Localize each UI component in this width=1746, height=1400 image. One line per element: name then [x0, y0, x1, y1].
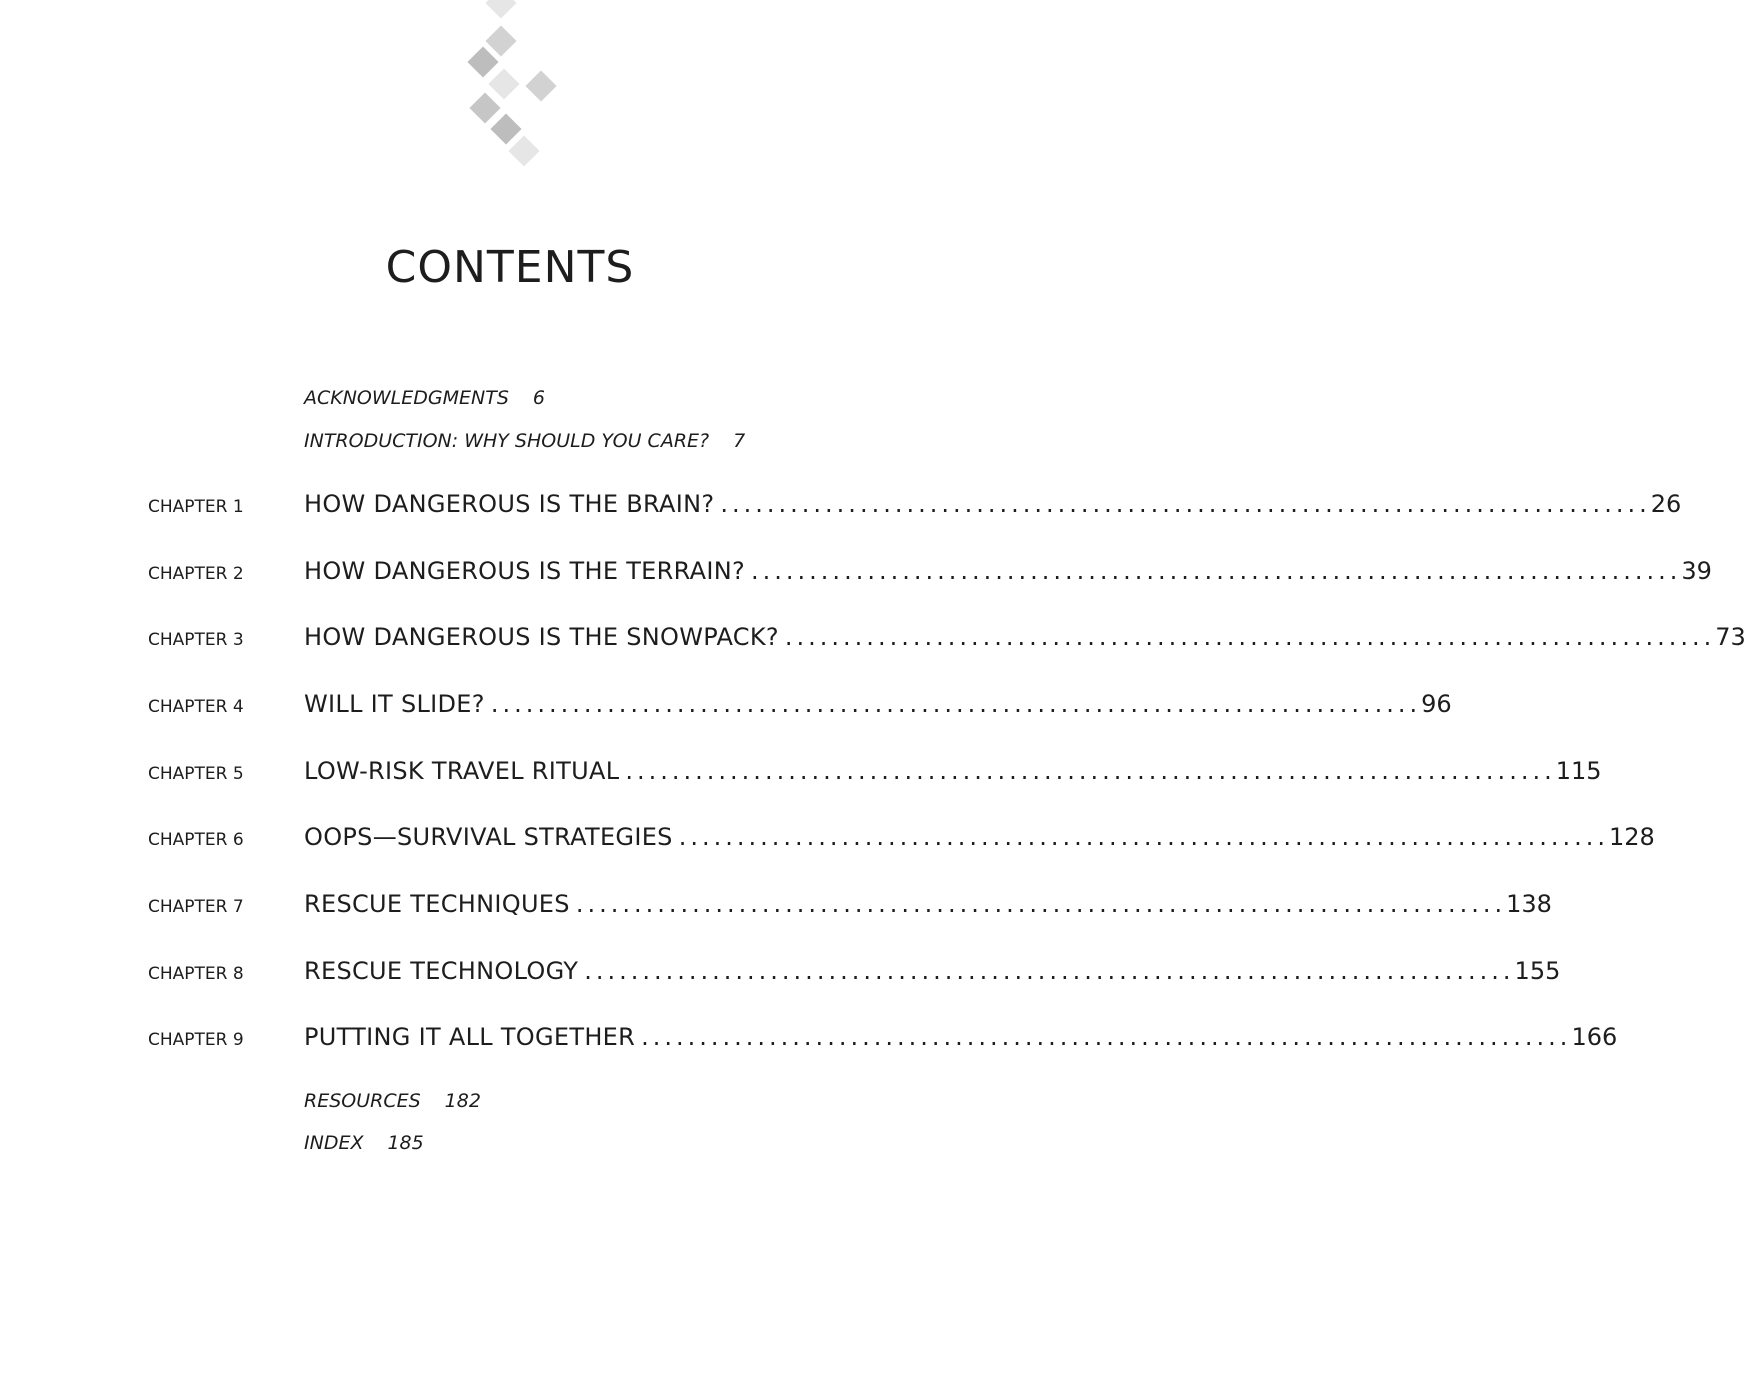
chapter-row[interactable] [0, 819, 1655, 859]
diamond-tile [485, 0, 516, 19]
chapter-page: 73 [1715, 623, 1746, 651]
chapter-entry [304, 1021, 1618, 1053]
chapter-entry [304, 688, 1452, 720]
chapter-title: RESCUE TECHNIQUES [304, 890, 570, 918]
chapter-entry [304, 955, 1561, 987]
chapter-title: WILL IT SLIDE? [304, 690, 485, 718]
chapter-entry [304, 821, 1655, 853]
back-matter-item[interactable] [304, 1089, 481, 1113]
front-matter-item[interactable] [304, 386, 545, 410]
chapter-row[interactable] [0, 953, 1561, 993]
chapter-title: OOPS—SURVIVAL STRATEGIES [304, 823, 673, 851]
back-matter-page: 185 [387, 1132, 424, 1154]
chapter-title: HOW DANGEROUS IS THE BRAIN? [304, 490, 715, 518]
dot-leader: ................................................................................ [641, 1023, 1572, 1051]
page-title: CONTENTS [385, 242, 635, 293]
chapter-label: CHAPTER 4 [148, 697, 244, 717]
chapter-entry [304, 555, 1712, 587]
chapter-row[interactable] [0, 619, 1746, 659]
chapter-entry [304, 488, 1682, 520]
back-matter-item[interactable] [304, 1131, 424, 1155]
dot-leader: ................................................................................ [584, 957, 1515, 985]
diamond-tile [525, 70, 556, 101]
chapter-label: CHAPTER 6 [148, 830, 244, 850]
chapter-row[interactable] [0, 753, 1602, 793]
chapter-page: 26 [1650, 490, 1682, 518]
dot-leader: ................................................................................ [678, 823, 1610, 851]
chapter-label: CHAPTER 9 [148, 1030, 244, 1050]
back-matter-label: INDEX [304, 1132, 364, 1154]
chapter-title: LOW-RISK TRAVEL RITUAL [304, 757, 620, 785]
chapter-row[interactable] [0, 686, 1452, 726]
chapter-entry [304, 621, 1746, 653]
chapter-page: 166 [1571, 1023, 1618, 1051]
chapter-page: 128 [1609, 823, 1655, 851]
diamond-tile [469, 92, 500, 123]
diamond-tile [508, 135, 539, 166]
chapter-row[interactable] [0, 1019, 1618, 1059]
chapter-title: PUTTING IT ALL TOGETHER [304, 1023, 636, 1051]
chapter-title: HOW DANGEROUS IS THE TERRAIN? [304, 557, 746, 585]
diamond-tile [485, 25, 516, 56]
dot-leader: ................................................................................ [720, 490, 1651, 518]
chapter-label: CHAPTER 8 [148, 964, 244, 984]
chapter-row[interactable] [0, 486, 1682, 526]
chapter-label: CHAPTER 2 [148, 564, 244, 584]
chapter-entry [304, 888, 1552, 920]
chapter-row[interactable] [0, 553, 1712, 593]
back-matter-page: 182 [444, 1090, 481, 1112]
chapter-entry [304, 755, 1602, 787]
chapter-page: 155 [1514, 957, 1561, 985]
dot-leader: ................................................................................ [625, 757, 1556, 785]
diamond-tile [488, 68, 519, 99]
front-matter-page: 6 [532, 387, 545, 409]
chapter-label: CHAPTER 1 [148, 497, 244, 517]
dot-leader: ................................................................................ [751, 557, 1682, 585]
chapter-label: CHAPTER 5 [148, 764, 244, 784]
front-matter-item[interactable] [304, 429, 745, 453]
front-matter-label: ACKNOWLEDGMENTS [304, 387, 509, 409]
dot-leader: ................................................................................ [784, 623, 1716, 651]
chapter-label: CHAPTER 7 [148, 897, 244, 917]
front-matter-page: 7 [733, 430, 746, 452]
chapter-title: RESCUE TECHNOLOGY [304, 957, 579, 985]
front-matter-label: INTRODUCTION: WHY SHOULD YOU CARE? [304, 430, 710, 452]
dot-leader: ................................................................................ [575, 890, 1507, 918]
chapter-row[interactable] [0, 886, 1552, 926]
diamond-ornament-icon [450, 0, 570, 180]
chapter-page: 115 [1555, 757, 1602, 785]
diamond-tile [490, 113, 521, 144]
chapter-title: HOW DANGEROUS IS THE SNOWPACK? [304, 623, 779, 651]
diamond-tile [467, 46, 498, 77]
chapter-label: CHAPTER 3 [148, 630, 244, 650]
chapter-page: 96 [1421, 690, 1452, 718]
dot-leader: ................................................................................ [490, 690, 1422, 718]
back-matter-label: RESOURCES [304, 1090, 421, 1112]
chapter-page: 39 [1681, 557, 1712, 585]
chapter-page: 138 [1506, 890, 1552, 918]
